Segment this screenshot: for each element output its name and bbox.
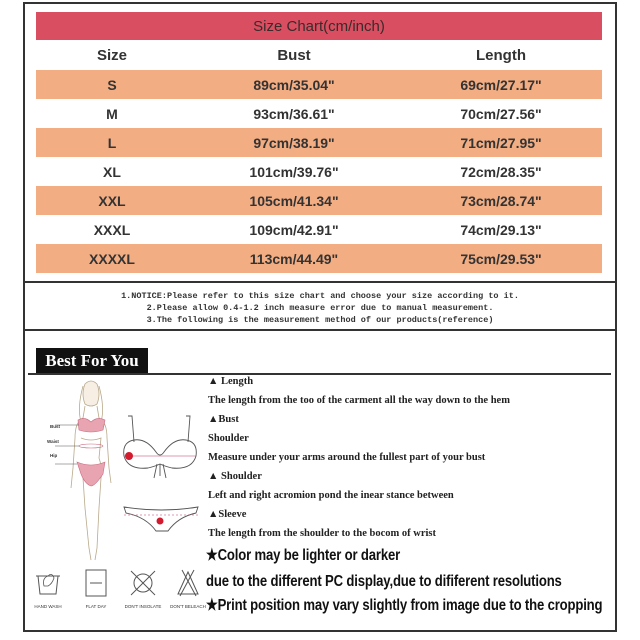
notice-line-1: 1.NOTICE:Please refer to this size chart and choose your size according to it. (121, 291, 519, 301)
measure-sleeve-desc: The length from the shoulder to the bocom of wrist (208, 528, 436, 539)
bust-cell: 101cm/39.76" (249, 163, 339, 180)
bust-cell: 109cm/42.91" (249, 221, 339, 238)
measure-bust-heading: ▲Bust (208, 414, 239, 425)
bust-cell: 93cm/36.61" (253, 105, 335, 122)
length-cell: 71cm/27.95" (460, 134, 542, 151)
table-row (36, 128, 602, 157)
table-row (36, 99, 602, 128)
measure-shoulder-label: Shoulder (208, 433, 249, 444)
size-cell: L (107, 134, 117, 151)
size-cell: XL (103, 163, 121, 180)
table-row (36, 186, 602, 215)
disclaimer-color: ★Color may be lighter or darker (206, 547, 401, 564)
waist-line (79, 444, 103, 448)
header-length: Length (476, 47, 526, 64)
header-size: Size (96, 47, 127, 64)
figure-label-hip: Hip (50, 453, 58, 458)
figure-label-bust: Bust (50, 424, 60, 429)
measure-sleeve-heading: ▲Sleeve (208, 509, 247, 520)
size-cell: XXXXL (89, 250, 135, 267)
care-label-flat-dry: FLAT DAY (85, 604, 107, 609)
notice-line-2: 2.Please allow 0.4-1.2 inch measure error due to manual measurement. (146, 303, 494, 313)
dont-bleach-icon (170, 568, 206, 598)
length-cell: 73cm/28.74" (460, 192, 542, 209)
length-cell: 72cm/28.35" (460, 163, 542, 180)
care-label-dont-insolate: DON'T INSOLATE (124, 604, 162, 609)
size-cell: S (107, 76, 117, 93)
measure-point-icon (125, 452, 133, 460)
disclaimer-print: ★Print position may vary slightly from image due to the cropping (206, 597, 603, 614)
care-label-dont-bleach: DON'T BELEACH (170, 604, 206, 609)
notice-line-3: 3.The following is the measurement method of our products(reference) (146, 315, 494, 325)
notice-panel (23, 283, 617, 331)
care-label-hand-wash: HAND WASH (34, 604, 62, 609)
size-cell: M (106, 105, 118, 122)
size-cell: XXL (98, 192, 126, 209)
flat-dry-icon (78, 568, 114, 598)
measure-shoulder-heading: ▲ Shoulder (208, 471, 262, 482)
table-header-row (36, 41, 602, 70)
bust-cell: 113cm/44.49" (249, 250, 339, 267)
table-row (36, 157, 602, 186)
bust-cell: 97cm/38.19" (253, 134, 335, 151)
hand-wash-icon (30, 568, 66, 598)
dont-insolate-icon (125, 568, 161, 598)
size-chart-title: Size Chart(cm/inch) (36, 12, 602, 40)
measure-shoulder-desc: Left and right acromion pond the inear stance between (208, 490, 454, 501)
length-cell: 69cm/27.17" (460, 76, 542, 93)
measure-length-heading: ▲ Length (208, 376, 254, 387)
bust-cell: 89cm/35.04" (253, 76, 335, 93)
bust-cell: 105cm/41.34" (249, 192, 339, 209)
bust-garment (78, 418, 105, 432)
section-divider (28, 373, 611, 375)
table-row (36, 244, 602, 273)
best-for-you-label: Best For You (36, 348, 148, 374)
panty-diagram (122, 505, 200, 535)
header-bust: Bust (277, 47, 311, 64)
figure-label-waist: Waist (47, 439, 59, 444)
length-cell: 74cm/29.13" (460, 221, 542, 238)
size-cell: XXXL (93, 221, 131, 238)
table-row (36, 70, 602, 99)
measure-bust-desc: Measure under your arms around the fullest part of your bust (208, 452, 486, 463)
measure-length-desc: The length from the too of the carment all the way down to the hem (208, 395, 510, 406)
disclaimer-display: due to the different PC display,due to dififerent resolutions (206, 573, 562, 590)
table-row (36, 215, 602, 244)
bra-diagram (120, 412, 202, 482)
measure-point-icon (157, 518, 164, 525)
model-figure-illustration (55, 378, 125, 563)
length-cell: 75cm/29.53" (460, 250, 542, 267)
length-cell: 70cm/27.56" (460, 105, 542, 122)
